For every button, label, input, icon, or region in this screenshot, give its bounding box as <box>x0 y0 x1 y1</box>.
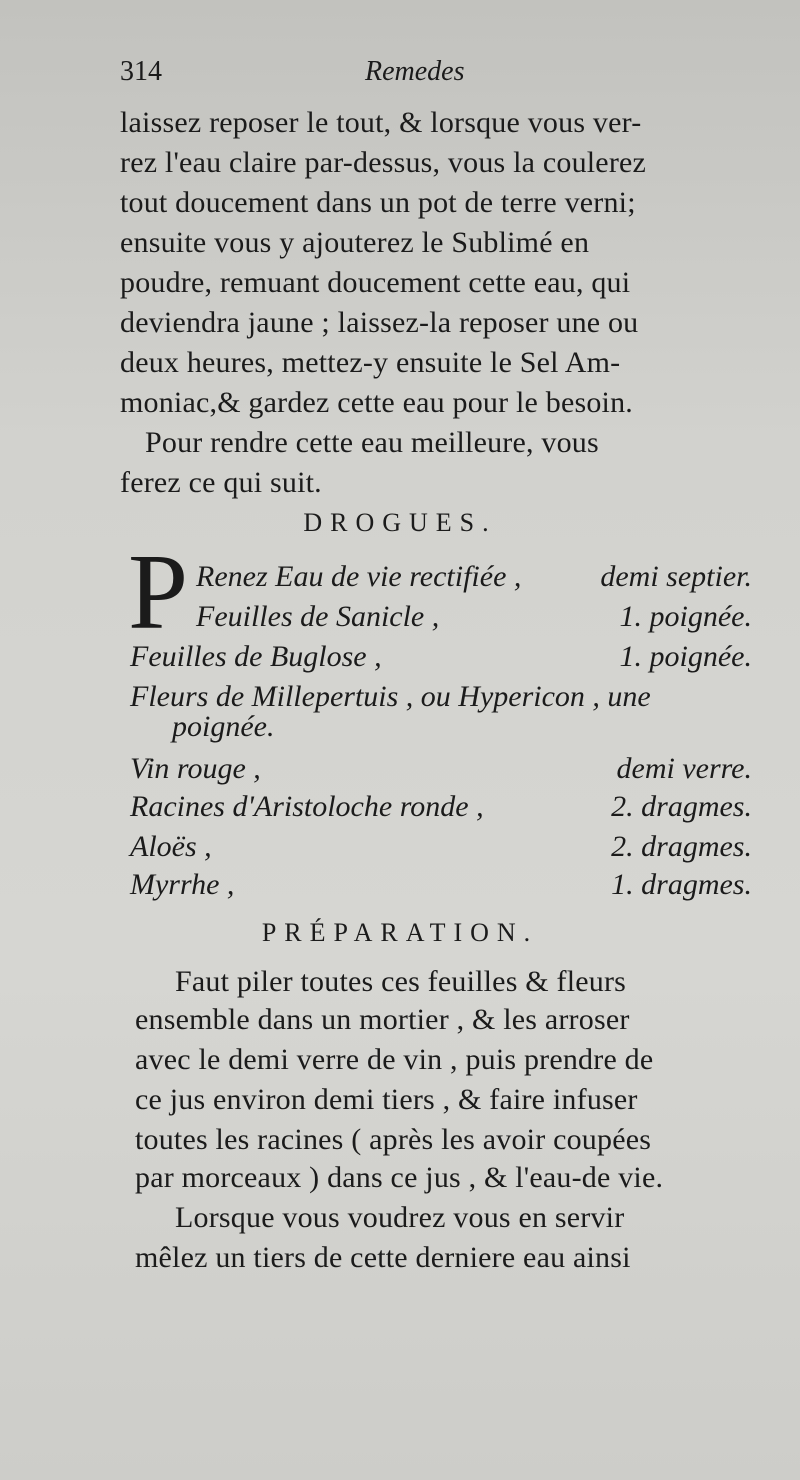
ingredient-name: Fleurs de Millepertuis , ou Hypericon , une <box>130 680 651 713</box>
ingredient-quantity: 2. dragmes. <box>611 790 752 823</box>
text-line: mêlez un tiers de cette derniere eau ainsi <box>135 1241 631 1274</box>
text-line: Faut piler toutes ces feuilles & fleurs <box>175 965 627 998</box>
ingredient-row <box>130 830 752 870</box>
text-line: ensemble dans un mortier , & les arroser <box>135 1003 630 1036</box>
ingredient-quantity: 1. poignée. <box>619 600 752 633</box>
ingredient-quantity: 1. poignée. <box>619 640 752 673</box>
text-line: deviendra jaune ; laissez-la reposer une ou <box>120 306 639 339</box>
section-heading-drogues: DROGUES. <box>303 508 497 537</box>
text-line: laissez reposer le tout, & lorsque vous ver- <box>120 106 642 139</box>
text-line: avec le demi verre de vin , puis prendre de <box>135 1043 654 1076</box>
ingredient-row <box>130 752 752 792</box>
ingredient-quantity: demi verre. <box>616 752 752 785</box>
ingredient-name: Feuilles de Buglose , <box>130 640 382 673</box>
text-line: deux heures, mettez-y ensuite le Sel Am- <box>120 346 621 379</box>
ingredient-row <box>130 640 752 680</box>
text-line: moniac,& gardez cette eau pour le besoin. <box>120 386 633 419</box>
ingredient-quantity: 2. dragmes. <box>611 830 752 863</box>
ingredient-name: Feuilles de Sanicle , <box>196 600 440 633</box>
drop-cap: P <box>128 533 189 652</box>
text-line: ferez ce qui suit. <box>120 466 322 499</box>
ingredient-row <box>196 600 752 640</box>
text-line: rez l'eau claire par-dessus, vous la coulerez <box>120 146 647 179</box>
text-line: poudre, remuant doucement cette eau, qui <box>120 266 631 299</box>
ingredient-row <box>130 868 752 908</box>
section-heading-preparation: PRÉPARATION. <box>261 918 539 947</box>
page-number: 314 <box>120 56 162 87</box>
text-line: toutes les racines ( après les avoir coupées <box>135 1123 652 1156</box>
ingredient-row-continuation <box>172 710 794 750</box>
ingredient-name: Aloës , <box>130 830 212 863</box>
ingredient-name: Racines d'Aristoloche ronde , <box>130 790 484 823</box>
text-line: tout doucement dans un pot de terre verni; <box>120 186 636 219</box>
ingredient-quantity: 1. dragmes. <box>611 868 752 901</box>
ingredient-name: Myrrhe , <box>130 868 235 901</box>
text-line: ensuite vous y ajouterez le Sublimé en <box>120 226 590 259</box>
ingredient-row <box>130 790 752 830</box>
ingredient-name: Vin rouge , <box>130 752 261 785</box>
text-line: ce jus environ demi tiers , & faire infuser <box>135 1083 638 1116</box>
text-line: Lorsque vous voudrez vous en servir <box>175 1201 625 1234</box>
text-line: par morceaux ) dans ce jus , & l'eau-de vie. <box>135 1161 664 1194</box>
running-title: Remedes <box>365 56 465 87</box>
page-header <box>120 56 740 96</box>
ingredient-name: Renez Eau de vie rectifiée , <box>196 560 522 593</box>
ingredient-row <box>196 560 752 600</box>
ingredient-quantity: poignée. <box>172 710 275 743</box>
ingredient-quantity: demi septier. <box>600 560 752 593</box>
text-line: Pour rendre cette eau meilleure, vous <box>145 426 599 459</box>
